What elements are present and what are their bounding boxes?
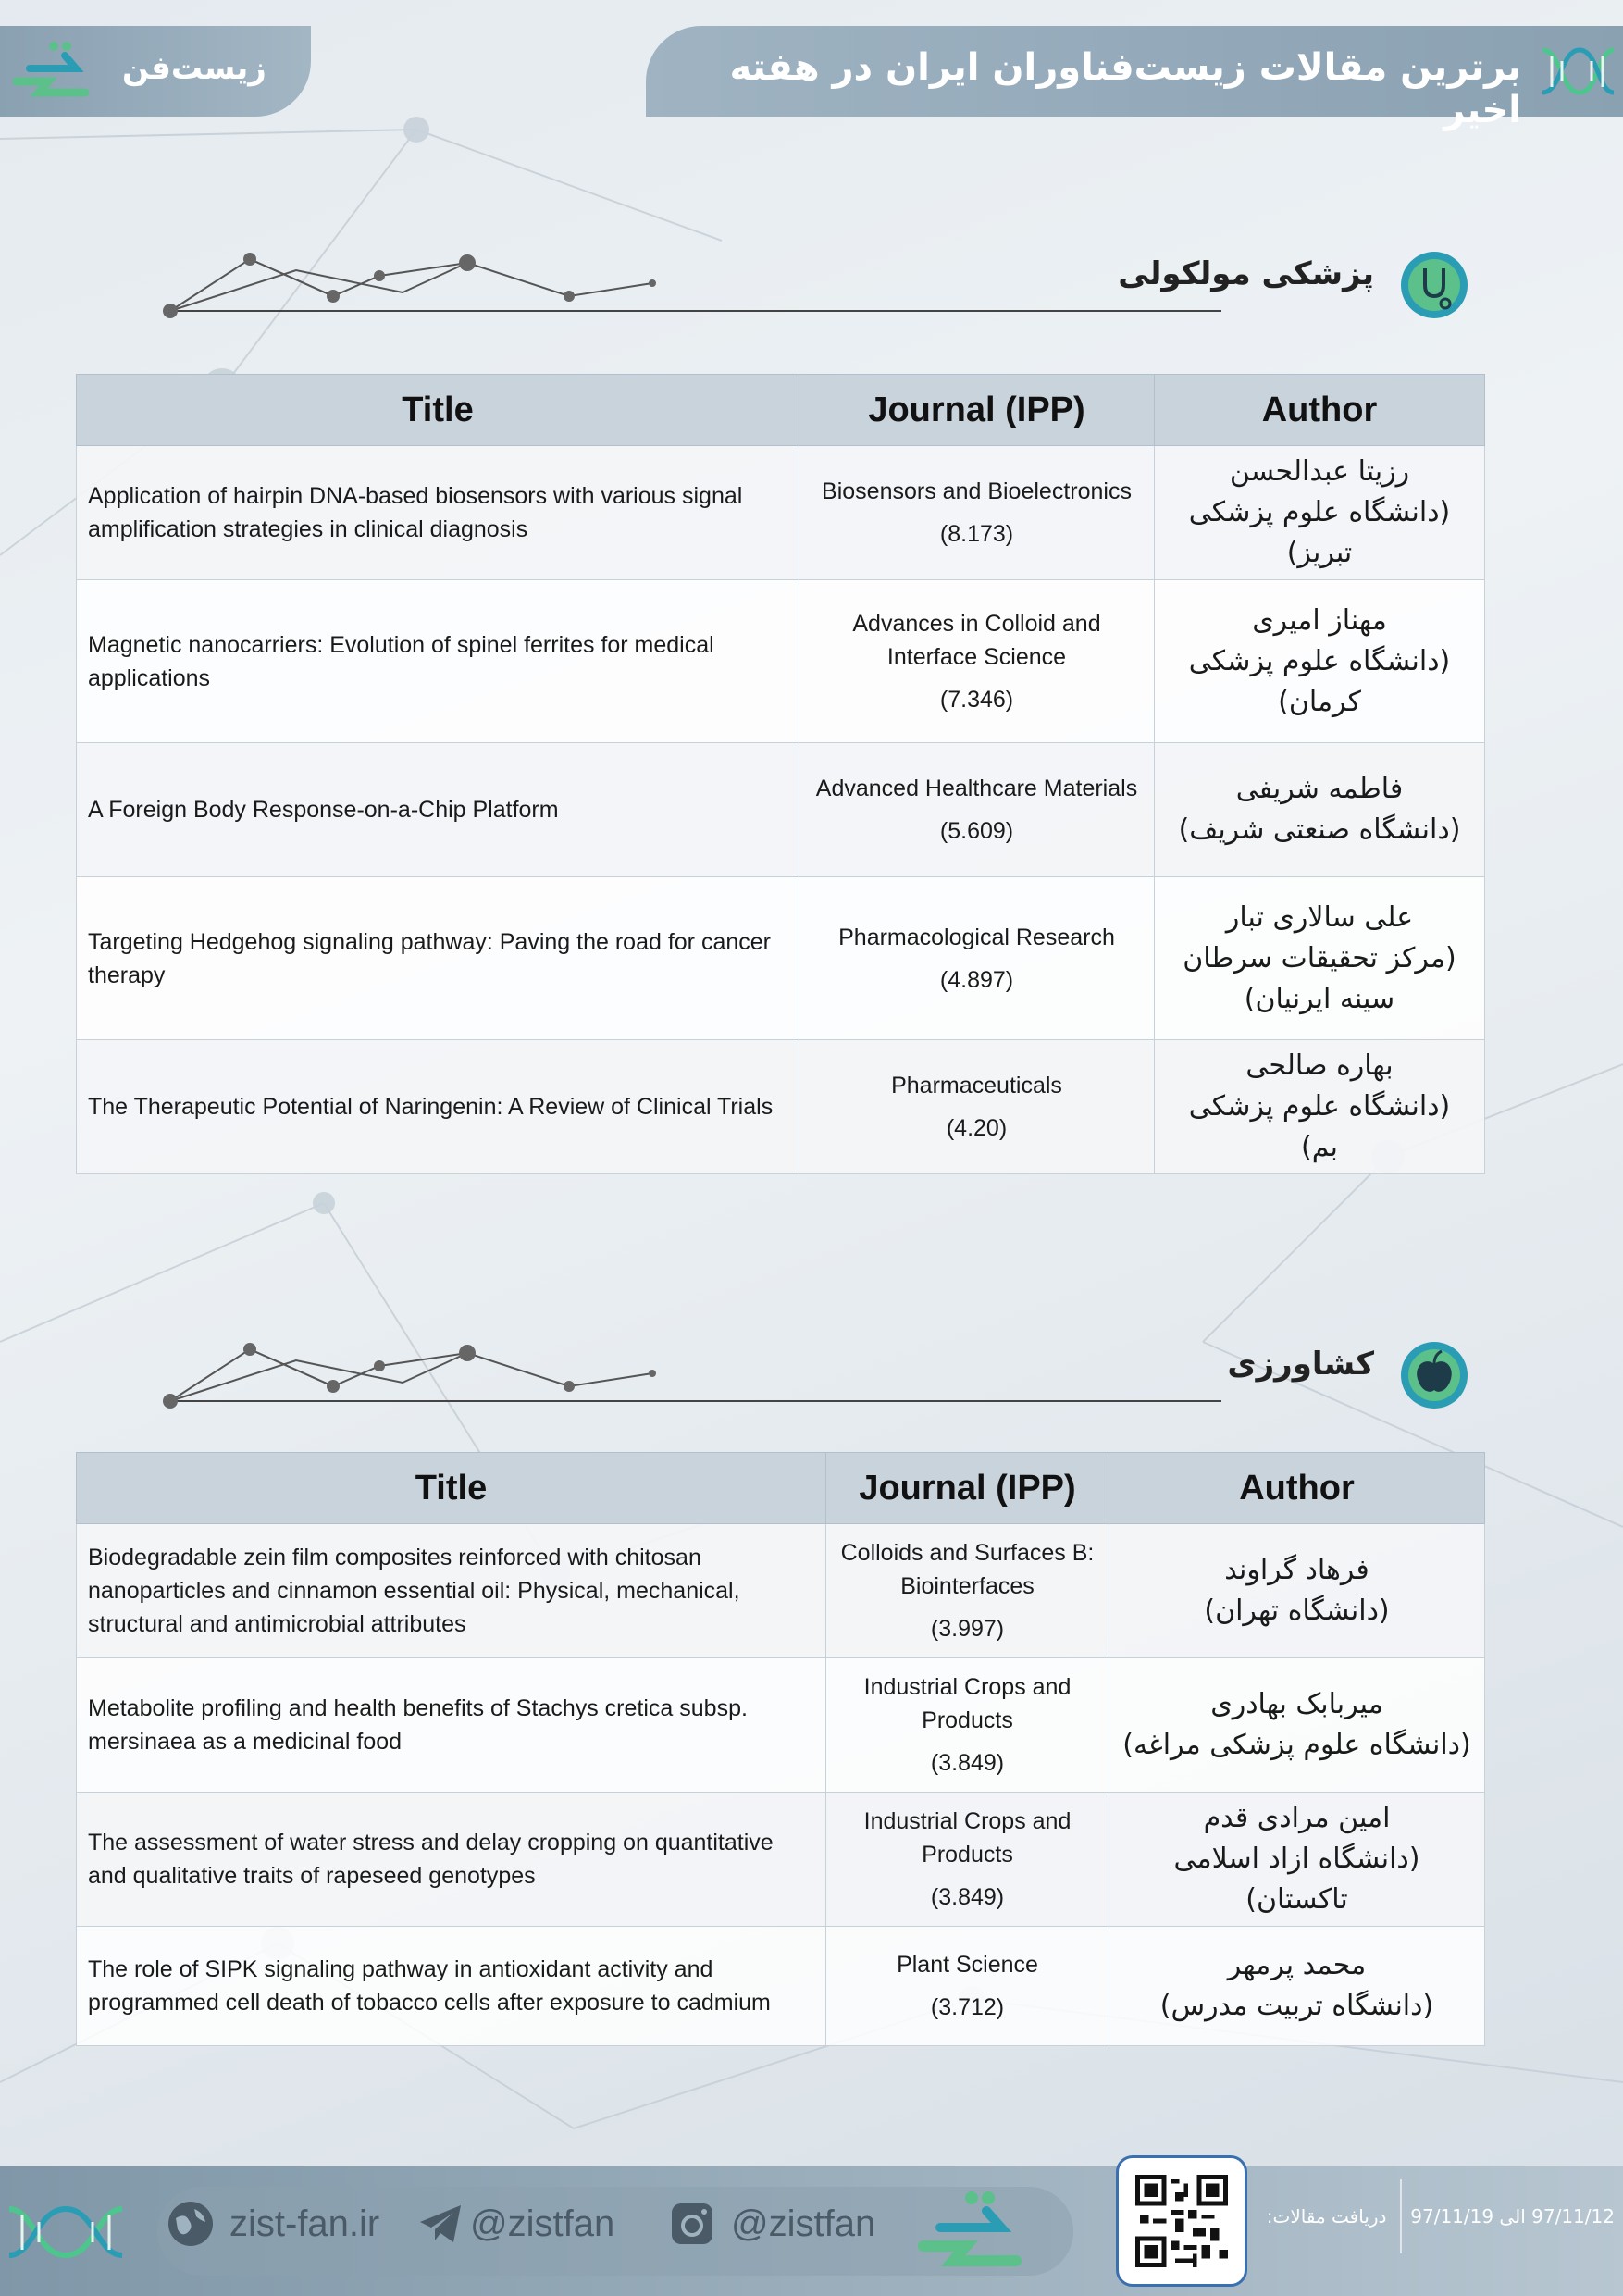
article-title: Targeting Hedgehog signaling pathway: Paving the road for cancer therapy	[77, 877, 799, 1040]
column-header-journal: Journal (IPP)	[826, 1453, 1109, 1524]
telegram-link[interactable]: @zistfan	[470, 2203, 615, 2244]
table-row	[77, 446, 1485, 580]
article-title: The role of SIPK signaling pathway in antioxidant activity and programmed cell death of tobacco cells after exposure to cadmium	[77, 1927, 826, 2046]
journal-cell	[799, 743, 1155, 877]
receive-label: دریافت مقالات:	[1266, 2205, 1387, 2228]
page-title: برترین مقالات زیست‌فناوران ایران در هفته اخیر	[729, 46, 1521, 131]
section-title: پزشکی مولکولی	[1118, 255, 1374, 292]
impact-factor: (3.712)	[930, 1994, 1005, 2020]
apple-icon	[1397, 1338, 1471, 1412]
author-affiliation: (دانشگاه ازاد اسلامی تاکستان)	[1173, 1843, 1420, 1916]
journal-cell	[799, 580, 1155, 743]
article-title: The Therapeutic Potential of Naringenin: A Review of Clinical Trials	[77, 1040, 799, 1174]
author-name: امین مرادی قدم	[1203, 1802, 1391, 1834]
author-cell	[1109, 1524, 1485, 1658]
column-header-author: Author	[1109, 1453, 1485, 1524]
article-title: Magnetic nanocarriers: Evolution of spinel ferrites for medical applications	[77, 580, 799, 743]
journal-cell	[826, 1524, 1109, 1658]
impact-factor: (8.173)	[939, 521, 1014, 547]
author-name: محمد پرمهر	[1227, 1949, 1367, 1981]
date-range: 97/11/12 الی 97/11/19	[1400, 2179, 1623, 2253]
author-name: علی سالاری تبار	[1225, 900, 1414, 934]
impact-factor: (7.346)	[939, 686, 1014, 713]
qr-code[interactable]	[1116, 2155, 1247, 2287]
telegram-icon	[416, 2200, 465, 2248]
author-affiliation: (دانشگاه تربیت مدرس)	[1159, 1990, 1434, 2022]
website-link[interactable]: zist-fan.ir	[229, 2203, 380, 2244]
author-name: مهناز امیری	[1252, 603, 1387, 637]
author-affiliation: (دانشگاه علوم پزشکی تبریز)	[1188, 496, 1451, 569]
article-title: Metabolite profiling and health benefits of Stachys cretica subsp. mersinaea as a medicinal food	[77, 1658, 826, 1793]
journal-name: Biosensors and Bioelectronics	[822, 478, 1132, 504]
column-header-journal: Journal (IPP)	[799, 375, 1155, 446]
journal-cell	[799, 446, 1155, 580]
author-cell	[1155, 743, 1485, 877]
author-affiliation: (دانشگاه علوم پزشکی کرمان)	[1188, 644, 1451, 718]
author-name: میربابک بهادری	[1210, 1688, 1383, 1720]
stethoscope-icon	[1397, 248, 1471, 322]
column-header-author: Author	[1155, 375, 1485, 446]
table-row	[77, 580, 1485, 743]
author-affiliation: (دانشگاه صنعتی شریف)	[1178, 813, 1461, 846]
journal-name: Advances in Colloid and Interface Science	[852, 610, 1101, 670]
author-cell	[1155, 1040, 1485, 1174]
dna-icon	[6, 2200, 126, 2265]
instagram-icon	[668, 2200, 716, 2248]
articles-table-molecular-medicine	[76, 374, 1485, 1174]
qr-code-icon	[1135, 2175, 1228, 2267]
table-row	[77, 1524, 1485, 1658]
instagram-link[interactable]: @zistfan	[731, 2203, 876, 2244]
table-row	[77, 1658, 1485, 1793]
impact-factor: (3.849)	[930, 1750, 1005, 1776]
author-cell	[1155, 580, 1485, 743]
author-cell	[1155, 877, 1485, 1040]
journal-name: Pharmaceuticals	[891, 1073, 1062, 1098]
author-affiliation: (دانشگاه علوم پزشکی بم)	[1188, 1090, 1451, 1163]
globe-icon	[167, 2200, 215, 2248]
journal-name: Colloids and Surfaces B: Biointerfaces	[840, 1540, 1095, 1599]
section-title: کشاورزی	[1227, 1346, 1374, 1383]
author-affiliation: (دانشگاه تهران)	[1204, 1595, 1390, 1627]
column-header-title: Title	[77, 1453, 826, 1524]
journal-name: Advanced Healthcare Materials	[815, 776, 1138, 801]
journal-cell	[799, 1040, 1155, 1174]
journal-name: Pharmacological Research	[838, 924, 1115, 950]
journal-name: Industrial Crops and Products	[863, 1808, 1072, 1868]
journal-cell	[826, 1658, 1109, 1793]
impact-factor: (3.849)	[930, 1884, 1005, 1910]
journal-cell	[826, 1927, 1109, 2046]
section-heading-agriculture	[157, 1338, 1471, 1431]
table-row	[77, 1793, 1485, 1927]
author-cell	[1109, 1927, 1485, 2046]
journal-cell	[799, 877, 1155, 1040]
article-title: A Foreign Body Response-on-a-Chip Platform	[77, 743, 799, 877]
table-row	[77, 877, 1485, 1040]
author-name: بهاره صالحی	[1245, 1049, 1394, 1082]
impact-factor: (5.609)	[939, 818, 1014, 844]
impact-factor: (4.897)	[939, 966, 1014, 993]
journal-cell	[826, 1793, 1109, 1927]
header-title-band	[646, 26, 1623, 131]
author-name: فاطمه شریفی	[1235, 773, 1404, 805]
author-name: رزیتا عبدالحسن	[1229, 455, 1410, 488]
author-cell	[1155, 446, 1485, 580]
publication-period	[1253, 2179, 1623, 2253]
journal-name: Plant Science	[897, 1952, 1038, 1978]
table-row	[77, 1040, 1485, 1174]
network-line-decoration	[157, 1338, 1406, 1412]
author-affiliation: (مرکز تحقیقات سرطان سینه ایرنیان)	[1183, 941, 1456, 1015]
column-header-title: Title	[77, 375, 799, 446]
article-title: Application of hairpin DNA-based biosensors with various signal amplification strategies in clinical diagnosis	[77, 446, 799, 580]
brand-band	[0, 26, 311, 117]
brand-name: زیست‌فن	[122, 50, 266, 87]
section-heading-molecular-medicine	[157, 248, 1471, 341]
table-row	[77, 743, 1485, 877]
article-title: The assessment of water stress and delay cropping on quantitative and qualitative traits of rapeseed genotypes	[77, 1793, 826, 1927]
author-cell	[1109, 1658, 1485, 1793]
journal-name: Industrial Crops and Products	[863, 1674, 1072, 1733]
impact-factor: (4.20)	[946, 1115, 1008, 1141]
zistfan-logo-icon	[916, 2187, 1027, 2279]
author-name: فرهاد گراوند	[1224, 1554, 1369, 1586]
articles-table-agriculture	[76, 1452, 1485, 2046]
impact-factor: (3.997)	[930, 1616, 1005, 1642]
author-affiliation: (دانشگاه علوم پزشکی مراغه)	[1122, 1729, 1471, 1761]
zistfan-logo-icon	[11, 37, 94, 107]
author-cell	[1109, 1793, 1485, 1927]
table-row	[77, 1927, 1485, 2046]
dna-icon	[1538, 43, 1617, 100]
article-title: Biodegradable zein film composites reinforced with chitosan nanoparticles and cinnamon essential oil: Physical, mechanical, structural and antimicrobial attributes	[77, 1524, 826, 1658]
